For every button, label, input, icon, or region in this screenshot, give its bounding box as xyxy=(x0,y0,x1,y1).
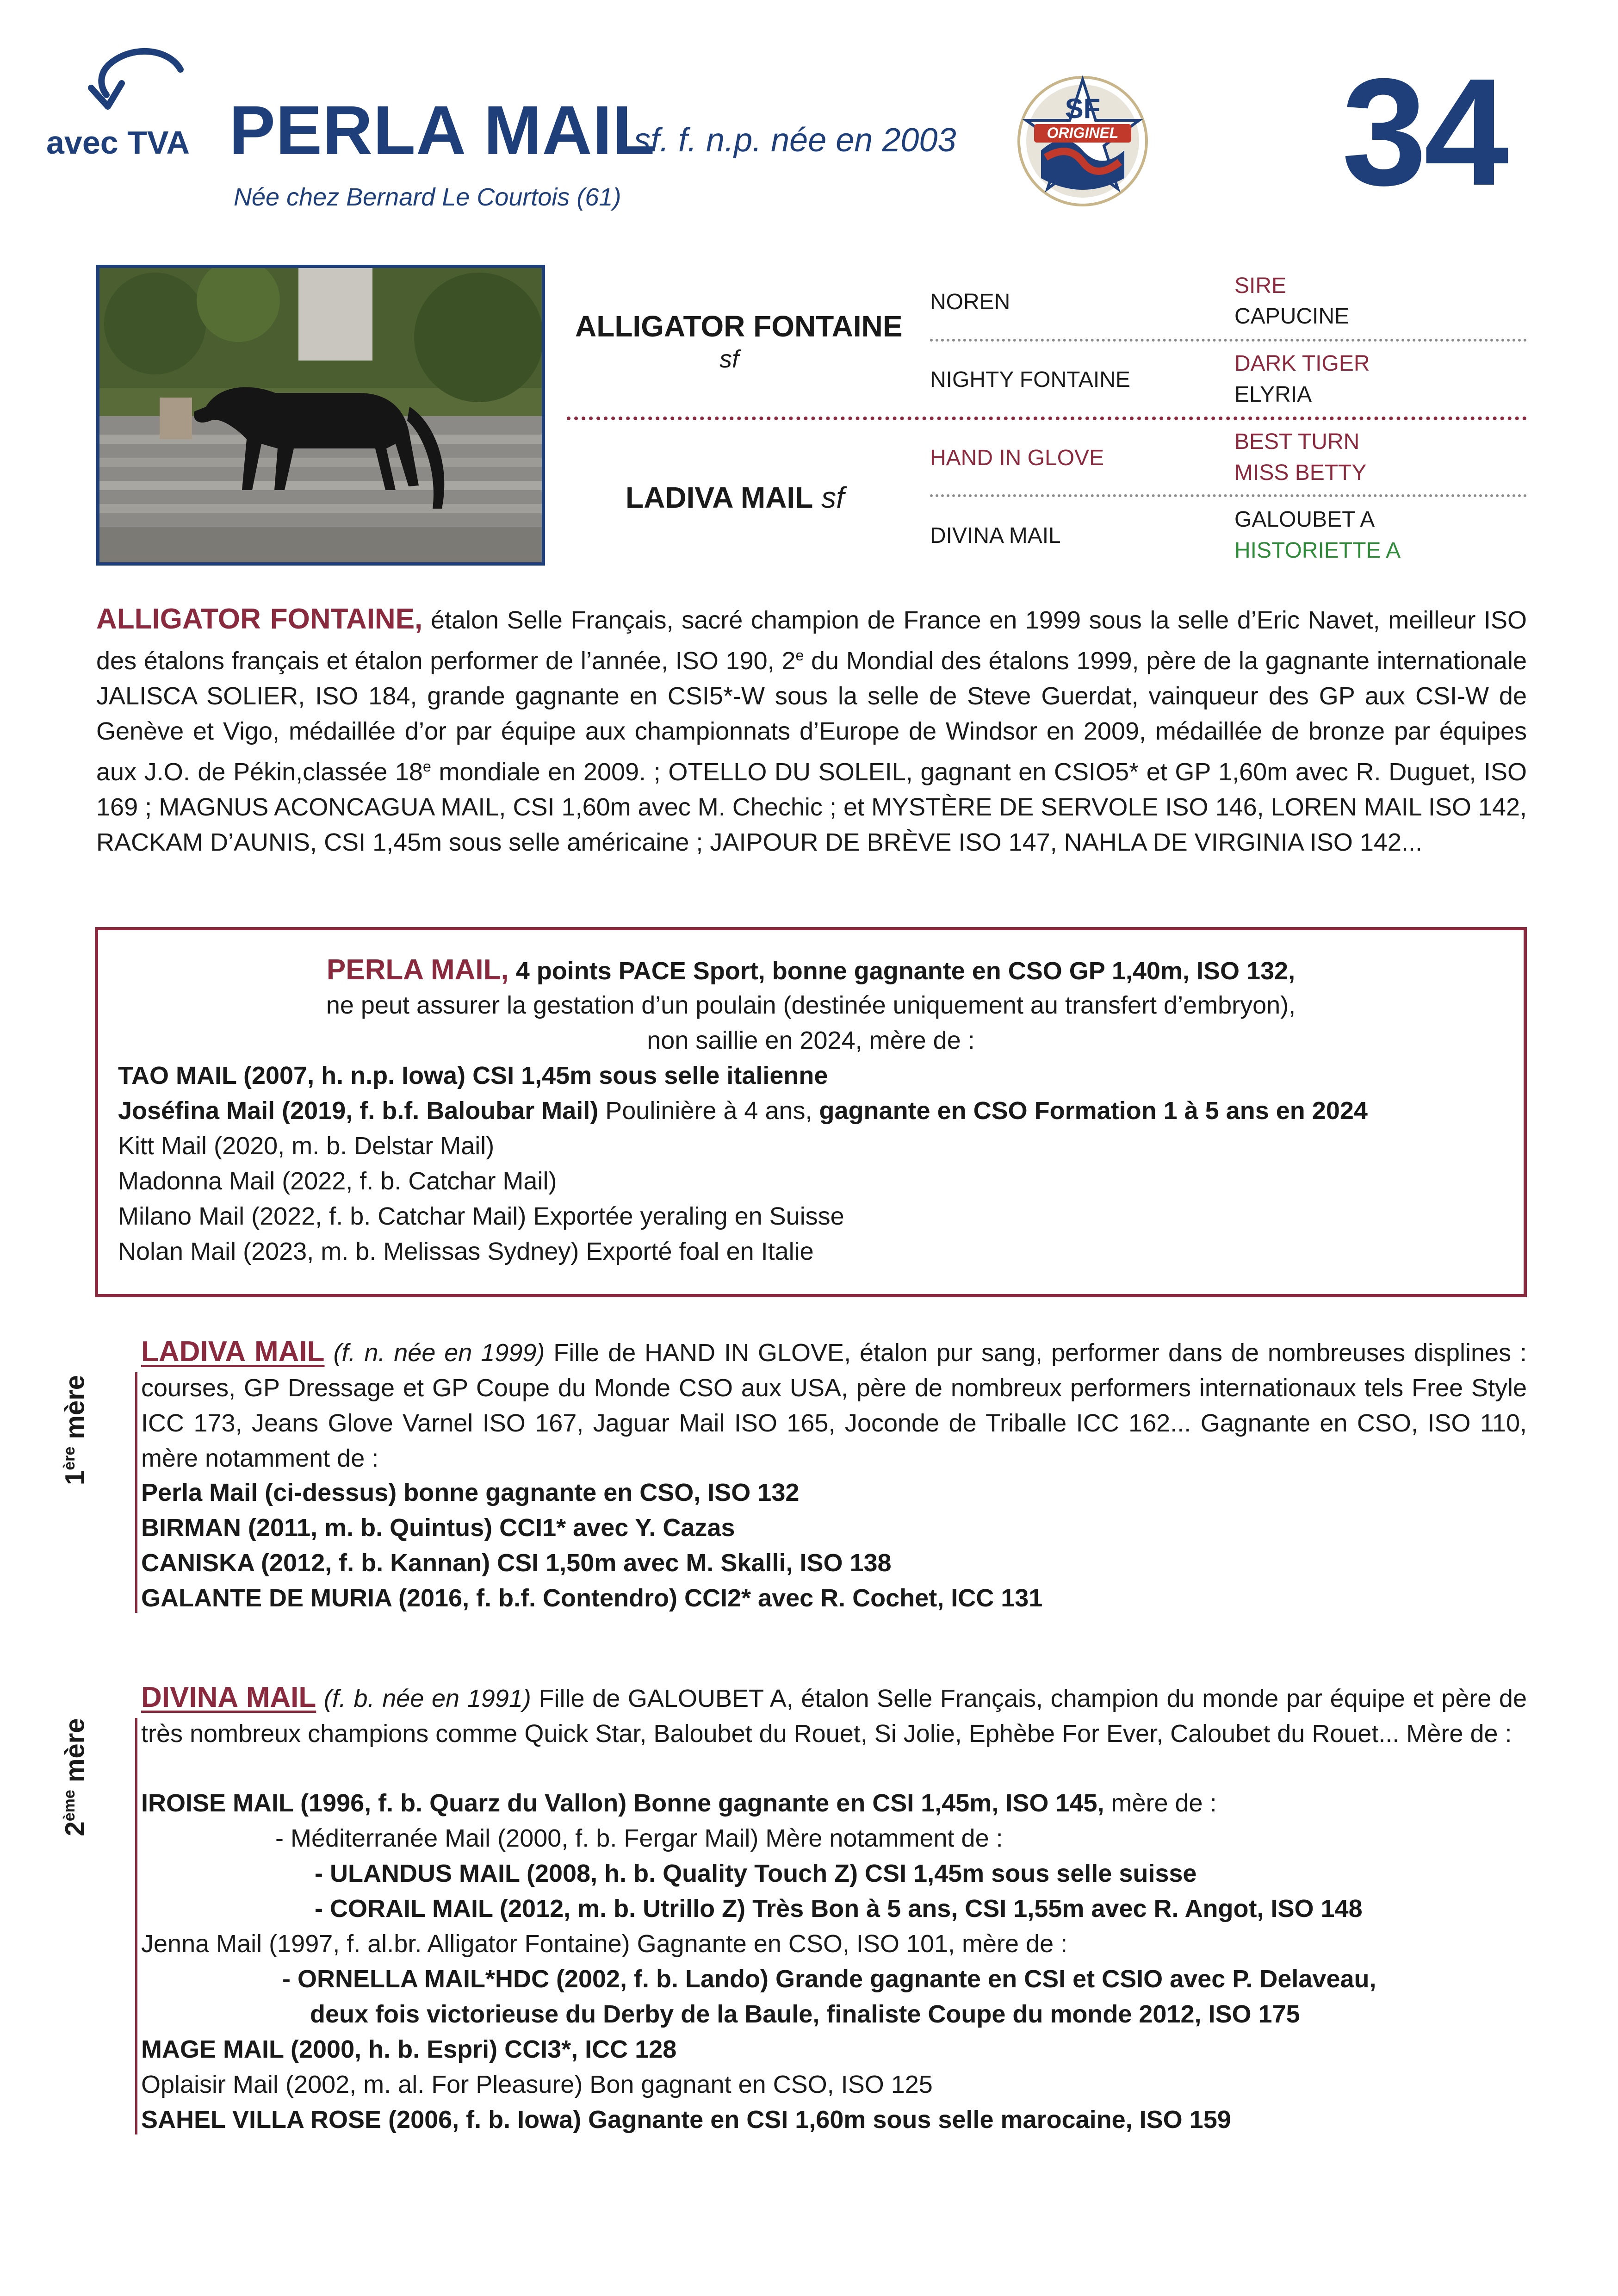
ggp-4: ELYRIA xyxy=(1234,382,1312,407)
first-dam-progeny-1: Perla Mail (ci-dessus) bonne gagnante en CSO, ISO 132 xyxy=(141,1479,800,1506)
box-progeny-3: Kitt Mail (2020, m. b. Delstar Mail) xyxy=(118,1132,495,1160)
ggp-3: DARK TIGER xyxy=(1234,351,1370,376)
second-dam-progeny-1: IROISE MAIL (1996, f. b. Quarz du Vallon) Bonne gagnante en CSI 1,45m, ISO 145, mère de : xyxy=(141,1789,1217,1817)
ggp-2: CAPUCINE xyxy=(1234,304,1350,329)
second-dam-grandprogeny-3: - CORAIL MAIL (2012, m. b. Utrillo Z) Très Bon à 5 ans, CSI 1,55m avec R. Angot, ISO 148 xyxy=(315,1895,1363,1923)
horse-photo xyxy=(96,265,545,566)
first-dam-progeny-4: GALANTE DE MURIA (2016, f. b.f. Contendro) CCI2* avec R. Cochet, ICC 131 xyxy=(141,1584,1043,1612)
box-headline: PERLA MAIL, 4 points PACE Sport, bonne gagnante en CSO GP 1,40m, ISO 132, xyxy=(326,954,1296,986)
box-progeny-5: Milano Mail (2022, f. b. Catchar Mail) Exportée yeraling en Suisse xyxy=(118,1202,844,1230)
box-progeny-1: TAO MAIL (2007, h. n.p. Iowa) CSI 1,45m sous selle italienne xyxy=(118,1062,828,1089)
box-line-2: ne peut assurer la gestation d’un poulain (destinée uniquement au transfert d’embryon), xyxy=(326,991,1296,1019)
sire-description-name: ALLIGATOR FONTAINE, xyxy=(96,603,423,635)
first-dam-label: 1ère mère xyxy=(60,1375,90,1486)
sire-description: ALLIGATOR FONTAINE, étalon Selle Français, sacré champion de France en 1999 sous la selle d’Eric Navet, meilleur ISO des étalons français et étalon performer de l’année, ISO 190, 2e du Mondial des étalons 1999, père de la gagnante internationale JALISCA SOLIER, ISO 184, grande gagnante en CSI5*-W sous la selle de Steve Guerdat, vainqueur des GP aux CSI-W de Genève et Vigo, médaillée d’or par équipe aux championnats d’Europe de Windsor en 2009, médaillée de bronze par équipes aux J.O. de Pékin,classée 18e mondiale en 2009. ; OTELLO DU SOLEIL, gagnant en CSIO5* et GP 1,60m avec R. Duguet, ISO 169 ; MAGNUS ACONCAGUA MAIL, CSI 1,60m avec M. Chechic ; et MYSTÈRE DE SERVOLE ISO 146, LOREN MAIL ISO 142, RACKAM D’AUNIS, CSI 1,45m sous selle américaine ; JAIPOUR DE BRÈVE ISO 147, NAHLA DE VIRGINIA ISO 142... xyxy=(96,603,1527,856)
breeder-line: Née chez Bernard Le Courtois (61) xyxy=(234,183,621,211)
logo-originel-text: ORIGINEL xyxy=(1047,124,1119,141)
curved-arrow-icon xyxy=(81,37,192,116)
sf-originel-logo xyxy=(1013,69,1152,213)
first-dam-description: LADIVA MAIL (f. n. née en 1999) Fille de HAND IN GLOVE, étalon pur sang, performer dans de nombreuses displines : courses, GP Dressage et GP Coupe du Monde CSO aux USA, père de nombreux performers internationaux tels Free Style ICC 173, Jeans Glove Varnel ISO 167, Jaguar Mail ISO 165, Joconde de Triballe ICC 162... Gagnante en CSO, ISO 110, mère notamment de : xyxy=(141,1336,1527,1472)
second-dam-progeny-4: Oplaisir Mail (2002, m. al. For Pleasure) Bon gagnant en CSO, ISO 125 xyxy=(141,2071,933,2098)
first-dam-progeny-3: CANISKA (2012, f. b. Kannan) CSI 1,50m avec M. Skalli, ISO 138 xyxy=(141,1549,892,1577)
first-dam-bracket xyxy=(135,1372,137,1613)
second-dam-progeny-3: MAGE MAIL (2000, h. b. Espri) CCI3*, ICC 128 xyxy=(141,2035,677,2063)
gp-dam-dam: DIVINA MAIL xyxy=(930,523,1061,548)
ggp-8: HISTORIETTE A xyxy=(1234,538,1401,563)
gp-sire-dam: NIGHTY FONTAINE xyxy=(930,367,1130,392)
second-dam-progeny-2: Jenna Mail (1997, f. al.br. Alligator Fontaine) Gagnante en CSO, ISO 101, mère de : xyxy=(141,1930,1068,1958)
box-progeny-6: Nolan Mail (2023, m. b. Melissas Sydney) Exporté foal en Italie xyxy=(118,1238,814,1265)
pedigree-divider-lower xyxy=(930,494,1527,497)
second-dam-grandprogeny-2: - ULANDUS MAIL (2008, h. b. Quality Touch Z) CSI 1,45m sous selle suisse xyxy=(315,1860,1197,1887)
pedigree-divider-upper xyxy=(930,339,1527,342)
ggp-6: MISS BETTY xyxy=(1234,460,1367,485)
logo-sf-text: SF xyxy=(1065,93,1101,124)
sire-name: ALLIGATOR FONTAINE xyxy=(575,310,903,343)
box-progeny-4: Madonna Mail (2022, f. b. Catchar Mail) xyxy=(118,1167,557,1195)
horse-subtitle: sf. f. n.p. née en 2003 xyxy=(634,122,956,159)
pedigree-divider-main xyxy=(567,417,1527,420)
second-dam-grandprogeny-4: - ORNELLA MAIL*HDC (2002, f. b. Lando) Grande gagnante en CSI et CSIO avec P. Delaveau, xyxy=(282,1965,1376,1993)
ggp-5: BEST TURN xyxy=(1234,429,1360,454)
gp-dam-sire: HAND IN GLOVE xyxy=(930,446,1104,470)
ggp-1: SIRE xyxy=(1234,274,1287,298)
second-dam-progeny-5: SAHEL VILLA ROSE (2006, f. b. Iowa) Gagnante en CSI 1,60m sous selle marocaine, ISO 159 xyxy=(141,2106,1231,2134)
second-dam-grandprogeny-1: - Méditerranée Mail (2000, f. b. Fergar Mail) Mère notamment de : xyxy=(275,1824,1003,1852)
second-dam-bracket xyxy=(135,1718,137,2134)
second-dam-grandprogeny-5: deux fois victorieuse du Derby de la Baule, finaliste Coupe du monde 2012, ISO 175 xyxy=(310,2000,1300,2028)
horse-name: PERLA MAIL xyxy=(229,91,656,169)
ggp-7: GALOUBET A xyxy=(1234,507,1375,532)
first-dam-progeny-2: BIRMAN (2011, m. b. Quintus) CCI1* avec Y. Cazas xyxy=(141,1514,735,1542)
lot-number: 34 xyxy=(1342,46,1506,217)
tva-label: avec TVA xyxy=(46,124,190,161)
dam-name: LADIVA MAIL sf xyxy=(626,481,844,514)
gp-sire-sire: NOREN xyxy=(930,290,1010,314)
second-dam-label: 2ème mère xyxy=(60,1718,90,1836)
second-dam-description: DIVINA MAIL (f. b. née en 1991) Fille de GALOUBET A, étalon Selle Français, champion du monde par équipe et père de très nombreux champions comme Quick Star, Baloubet du Rouet, Si Jolie, Ephèbe For Ever, Caloubet du Rouet... Mère de : xyxy=(141,1681,1527,1748)
sire-breed: sf xyxy=(719,345,739,373)
box-progeny-2: Joséfina Mail (2019, f. b.f. Baloubar Mail) Poulinière à 4 ans, gagnante en CSO Formation 1 à 5 ans en 2024 xyxy=(118,1097,1368,1125)
box-line-3: non saillie en 2024, mère de : xyxy=(647,1027,975,1054)
